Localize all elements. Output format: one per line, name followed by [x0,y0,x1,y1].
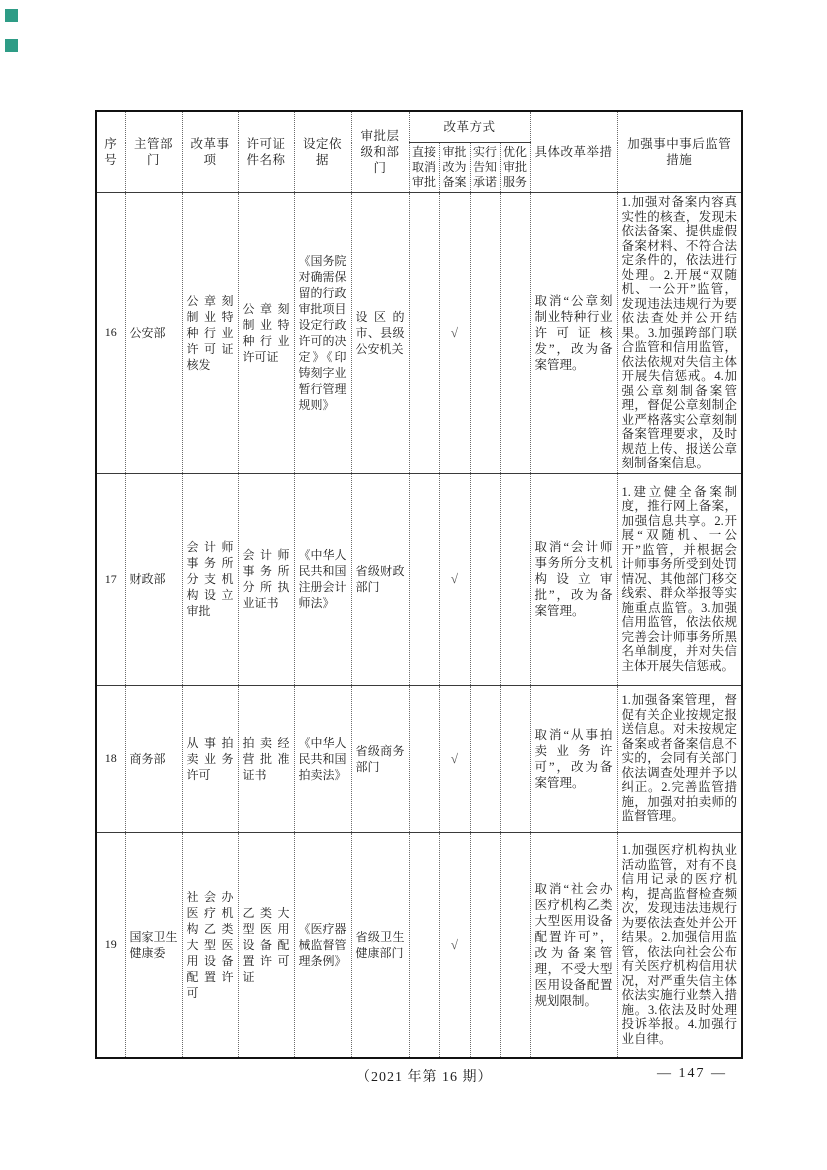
cell-item: 会计师事务所分支机构设立审批 [182,473,238,685]
cell-mode-cancel [409,193,439,474]
header-mode-notice: 实行告知承诺 [470,143,500,193]
cell-measures: 取消“社会办医疗机构乙类大型医用设备配置许可”，改为备案管理，不受大型医用设备配置规划限制。 [530,832,617,1058]
header-basis: 设定依据 [294,111,351,193]
cell-basis: 《医疗器械监督管理条例》 [294,832,351,1058]
cell-level: 省级卫生健康部门 [351,832,409,1058]
cell-mode-optimize [500,473,530,685]
cell-supervision: 1.加强对备案内容真实性的核查，发现未依法备案、提供虚假备案材料、不符合法定条件的，依法进行处理。2.开展“双随机、一公开”监管，发现违法违规行为要依法查处并公开结果。3.加强跨部门联合监管和信用监管，依法依规对失信主体开展失信惩戒。4.加强公章刻制备案管理，督促公章刻制企业严格落实公章刻制备案管理要求，及时规范上传、报送公章刻制备案信息。 [617,193,742,474]
cell-seq: 19 [96,832,125,1058]
header-level: 审批层级和部门 [351,111,409,193]
cell-level: 省级商务部门 [351,685,409,832]
page-footer [0,1066,827,1086]
cell-mode-filing-check: √ [439,193,470,474]
header-seq: 序号 [96,111,125,193]
table-row [96,473,742,685]
header-cert: 许可证件名称 [238,111,294,193]
cell-mode-filing-check: √ [439,685,470,832]
cell-mode-cancel [409,685,439,832]
cell-measures: 取消“会计师事务所分支机构设立审批”，改为备案管理。 [530,473,617,685]
cell-seq: 18 [96,685,125,832]
reform-items-table [95,110,743,1059]
cell-basis: 《中华人民共和国注册会计师法》 [294,473,351,685]
cell-supervision: 1.加强备案管理，督促有关企业按规定报送信息。对未按规定备案或者备案信息不实的，会同有关部门依法调查处理并予以纠正。2.完善监管措施，加强对拍卖师的监督管理。 [617,685,742,832]
cell-basis: 《中华人民共和国拍卖法》 [294,685,351,832]
cell-mode-notice [470,832,500,1058]
cell-measures: 取消“公章刻制业特种行业许可证核发”，改为备案管理。 [530,193,617,474]
cell-mode-optimize [500,685,530,832]
cell-level: 省级财政部门 [351,473,409,685]
cell-mode-optimize [500,193,530,474]
cell-dept: 国家卫生健康委 [125,832,182,1058]
cell-mode-cancel [409,832,439,1058]
cell-cert: 拍卖经营批准证书 [238,685,294,832]
cell-dept: 商务部 [125,685,182,832]
header-mode-filing: 审批改为备案 [439,143,470,193]
table-row [96,832,742,1058]
cell-level: 设区的市、县级公安机关 [351,193,409,474]
cell-item: 从事拍卖业务许可 [182,685,238,832]
cell-mode-optimize [500,832,530,1058]
cell-supervision: 1.加强医疗机构执业活动监管，对有不良信用记录的医疗机构，提高监督检查频次，发现违法违规行为要依法查处并公开结果。2.加强信用监管，依法向社会公布有关医疗机构信用状况，对严重失信主体依法实施行业禁入措施。3.依法及时处理投诉举报。4.加强行业自律。 [617,832,742,1058]
header-measures: 具体改革举措 [530,111,617,193]
footer-issue-label: （2021 年第 16 期） [356,1070,493,1085]
header-item: 改革事项 [182,111,238,193]
header-mode-cancel: 直接取消审批 [409,143,439,193]
cell-mode-filing-check: √ [439,832,470,1058]
cell-supervision: 1.建立健全备案制度，推行网上备案，加强信息共享。2.开展“双随机、一公开”监管，并根据会计师事务所受到处罚情况、其他部门移交线索、群众举报等实施重点监管。3.加强信用监管，依法依规完善会计师事务所黑名单制度，并对失信主体开展失信惩戒。 [617,473,742,685]
cell-mode-cancel [409,473,439,685]
header-dept: 主管部门 [125,111,182,193]
cell-dept: 公安部 [125,193,182,474]
header-reform-mode-group: 改革方式 [409,111,530,143]
cell-item: 公章刻制业特种行业许可证核发 [182,193,238,474]
table-row [96,685,742,832]
cell-measures: 取消“从事拍卖业务许可”，改为备案管理。 [530,685,617,832]
cell-item: 社会办医疗机构乙类大型医用设备配置许可 [182,832,238,1058]
cell-basis: 《国务院对确需保留的行政审批项目设定行政许可的决定》《印铸刻字业暂行管理规则》 [294,193,351,474]
corner-accent-mark-top [5,9,18,22]
table-row [96,193,742,474]
cell-dept: 财政部 [125,473,182,685]
cell-seq: 17 [96,473,125,685]
cell-cert: 乙类大型医用设备配置许可证 [238,832,294,1058]
header-supervision: 加强事中事后监管措施 [617,111,742,193]
footer-page-number: — 147 — [657,1066,727,1081]
corner-accent-mark-bottom [5,39,18,52]
header-mode-optimize: 优化审批服务 [500,143,530,193]
cell-mode-notice [470,473,500,685]
cell-cert: 会计师事务所分所执业证书 [238,473,294,685]
cell-mode-filing-check: √ [439,473,470,685]
cell-seq: 16 [96,193,125,474]
cell-mode-notice [470,685,500,832]
header-row-group [96,111,742,143]
cell-mode-notice [470,193,500,474]
cell-cert: 公章刻制业特种行业许可证 [238,193,294,474]
